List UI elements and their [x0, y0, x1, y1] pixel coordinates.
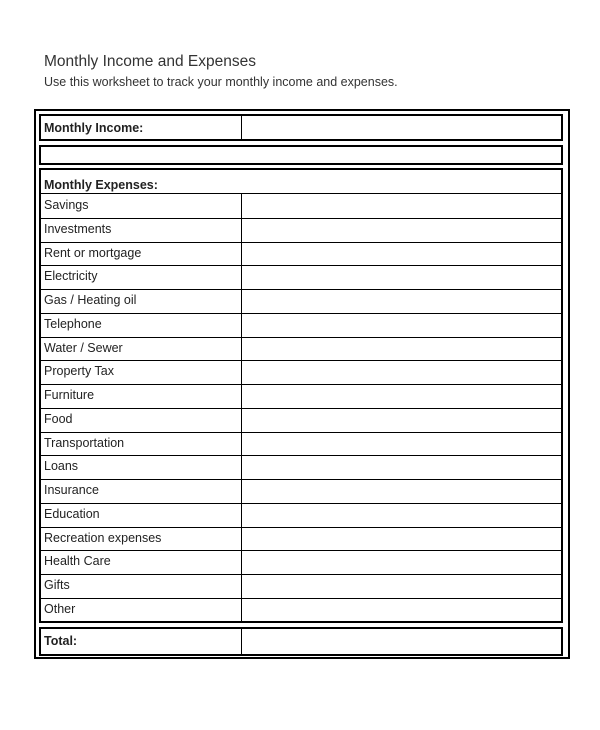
expense-row — [41, 550, 561, 574]
expense-value-field[interactable] — [243, 242, 561, 266]
expense-label: Transportation — [44, 435, 125, 450]
expense-row — [41, 337, 561, 361]
expense-value-field[interactable] — [243, 265, 561, 289]
expense-label: Electricity — [44, 269, 98, 284]
expense-value-field[interactable] — [243, 408, 561, 432]
expense-row — [41, 408, 561, 432]
expense-value-field[interactable] — [243, 360, 561, 384]
expense-label: Health Care — [44, 554, 111, 569]
expense-label: Savings — [44, 198, 89, 212]
expense-value-field[interactable] — [243, 218, 561, 242]
expense-value-field[interactable] — [243, 598, 561, 622]
expense-row — [41, 574, 561, 598]
expense-value-field[interactable] — [243, 384, 561, 408]
expense-label: Telephone — [44, 316, 102, 331]
total-block — [39, 627, 563, 656]
expense-row — [41, 503, 561, 527]
expense-label: Gas / Heating oil — [44, 293, 137, 307]
income-value-field[interactable] — [243, 116, 561, 139]
expense-label: Investments — [44, 221, 112, 236]
expense-label: Education — [44, 506, 100, 521]
expense-row — [41, 242, 561, 266]
expense-row — [41, 527, 561, 551]
expense-row — [41, 432, 561, 456]
expense-label: Gifts — [44, 578, 70, 592]
expense-value-field[interactable] — [243, 550, 561, 574]
expense-value-field[interactable] — [243, 289, 561, 313]
total-value-field[interactable] — [243, 629, 561, 654]
expenses-heading: Monthly Expenses: — [44, 178, 158, 192]
expense-label: Insurance — [44, 483, 99, 497]
expense-row — [41, 313, 561, 337]
page-subtitle: Use this worksheet to track your monthly income and expenses. — [44, 75, 398, 89]
expense-row — [41, 384, 561, 408]
expense-value-field[interactable] — [243, 574, 561, 598]
expense-label: Food — [44, 411, 73, 426]
total-label: Total: — [44, 634, 78, 648]
expense-row — [41, 455, 561, 479]
expense-row — [41, 360, 561, 384]
expense-row — [41, 218, 561, 242]
expense-label: Water / Sewer — [44, 340, 123, 355]
expense-label: Other — [44, 601, 76, 616]
expense-label: Rent or mortgage — [44, 245, 142, 260]
expense-label: Property Tax — [44, 364, 114, 379]
expense-row — [41, 265, 561, 289]
expense-label: Furniture — [44, 388, 95, 402]
expense-row — [41, 598, 561, 622]
expense-value-field[interactable] — [243, 527, 561, 551]
expense-value-field[interactable] — [243, 313, 561, 337]
expense-value-field[interactable] — [243, 503, 561, 527]
expense-value-field[interactable] — [243, 194, 561, 218]
expense-row — [41, 289, 561, 313]
expense-value-field[interactable] — [243, 479, 561, 503]
income-label: Monthly Income: — [44, 121, 144, 135]
expense-label: Loans — [44, 459, 79, 474]
expenses-block — [39, 168, 563, 623]
expense-label: Recreation expenses — [44, 530, 162, 545]
income-block — [39, 114, 563, 141]
expense-value-field[interactable] — [243, 455, 561, 479]
expense-row — [41, 479, 561, 503]
page-title: Monthly Income and Expenses — [44, 53, 256, 70]
expense-value-field[interactable] — [243, 337, 561, 361]
expense-value-field[interactable] — [243, 432, 561, 456]
expense-row — [41, 194, 561, 218]
spacer-block — [39, 145, 563, 165]
